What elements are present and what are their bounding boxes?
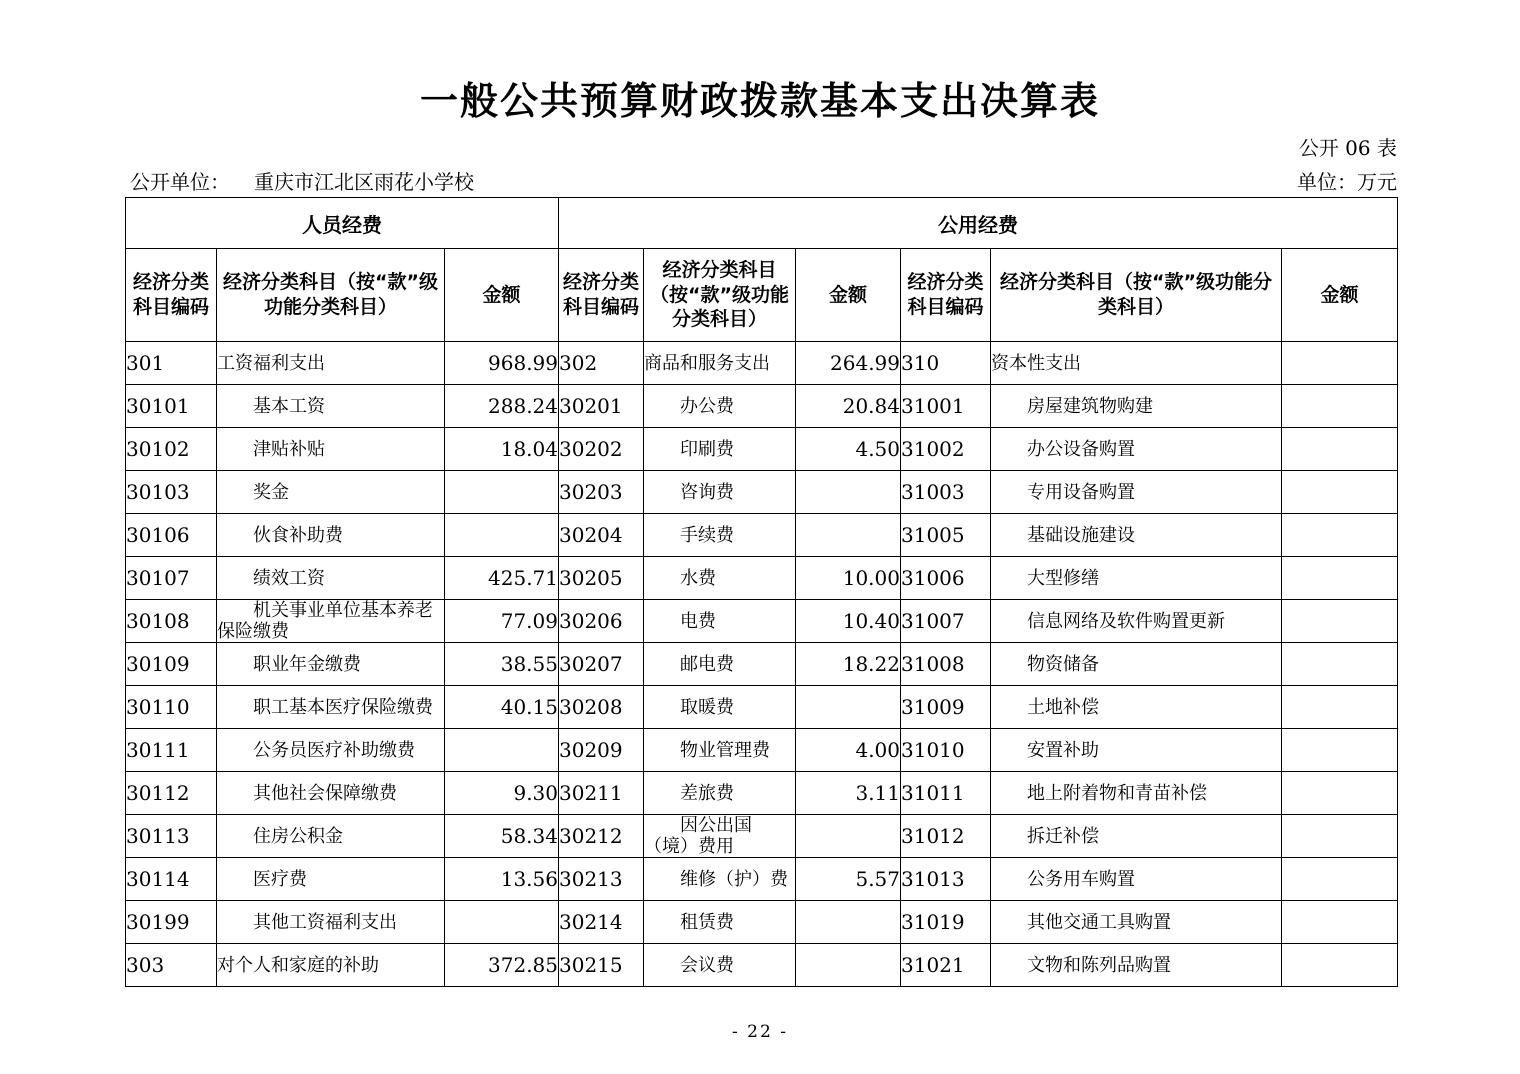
subject-cell: 住房公积金	[217, 815, 445, 858]
amount-cell	[1282, 557, 1398, 600]
basic-expenditure-table	[125, 197, 1398, 987]
section-personnel-funds: 人员经费	[126, 198, 559, 249]
subject-cell: 公务用车购置	[991, 858, 1282, 901]
table-row	[126, 729, 1398, 772]
subject-cell: 基础设施建设	[991, 514, 1282, 557]
subject-cell: 绩效工资	[217, 557, 445, 600]
subject-cell: 伙食补助费	[217, 514, 445, 557]
section-header-row	[126, 198, 1398, 249]
subject-cell: 公务员医疗补助缴费	[217, 729, 445, 772]
economic-code-cell: 30207	[559, 643, 644, 686]
table-row	[126, 385, 1398, 428]
amount-cell: 13.56	[445, 858, 559, 901]
amount-cell	[1282, 729, 1398, 772]
header-economic-code: 经济分类科目编码	[901, 249, 991, 342]
economic-code-cell: 31007	[901, 600, 991, 643]
subject-cell: 商品和服务支出	[644, 342, 796, 385]
amount-cell	[1282, 600, 1398, 643]
publisher-label: 公开单位：	[130, 170, 230, 194]
economic-code-cell: 310	[901, 342, 991, 385]
amount-cell	[1282, 471, 1398, 514]
subject-cell: 其他交通工具购置	[991, 901, 1282, 944]
economic-code-cell: 30211	[559, 772, 644, 815]
table-row	[126, 944, 1398, 987]
economic-code-cell: 30112	[126, 772, 217, 815]
table-row	[126, 557, 1398, 600]
economic-code-cell: 30206	[559, 600, 644, 643]
economic-code-cell: 31008	[901, 643, 991, 686]
economic-code-cell: 31006	[901, 557, 991, 600]
amount-cell	[796, 686, 901, 729]
economic-code-cell: 30108	[126, 600, 217, 643]
table-row	[126, 815, 1398, 858]
subject-cell: 物业管理费	[644, 729, 796, 772]
amount-cell: 372.85	[445, 944, 559, 987]
amount-cell	[445, 729, 559, 772]
amount-cell	[1282, 686, 1398, 729]
economic-code-cell: 30111	[126, 729, 217, 772]
economic-code-cell: 31021	[901, 944, 991, 987]
subject-cell: 拆迁补偿	[991, 815, 1282, 858]
economic-code-cell: 30215	[559, 944, 644, 987]
amount-cell	[796, 471, 901, 514]
economic-code-cell: 301	[126, 342, 217, 385]
economic-code-cell: 31009	[901, 686, 991, 729]
table-row	[126, 342, 1398, 385]
subject-cell: 差旅费	[644, 772, 796, 815]
subject-cell: 租赁费	[644, 901, 796, 944]
amount-cell: 38.55	[445, 643, 559, 686]
header-economic-code: 经济分类科目编码	[126, 249, 217, 342]
table-row	[126, 686, 1398, 729]
economic-code-cell: 302	[559, 342, 644, 385]
subject-cell: 职工基本医疗保险缴费	[217, 686, 445, 729]
amount-cell: 58.34	[445, 815, 559, 858]
economic-code-cell: 30205	[559, 557, 644, 600]
amount-cell: 77.09	[445, 600, 559, 643]
economic-code-cell: 31019	[901, 901, 991, 944]
subject-cell: 办公设备购置	[991, 428, 1282, 471]
amount-cell: 18.22	[796, 643, 901, 686]
header-economic-code: 经济分类科目编码	[559, 249, 644, 342]
economic-code-cell: 31010	[901, 729, 991, 772]
economic-code-cell: 30204	[559, 514, 644, 557]
economic-code-cell: 30201	[559, 385, 644, 428]
subject-cell: 手续费	[644, 514, 796, 557]
economic-code-cell: 31012	[901, 815, 991, 858]
subject-cell: 会议费	[644, 944, 796, 987]
amount-cell	[1282, 944, 1398, 987]
economic-code-cell: 30110	[126, 686, 217, 729]
amount-cell: 18.04	[445, 428, 559, 471]
page-number: - 22 -	[732, 1022, 788, 1042]
amount-cell	[445, 901, 559, 944]
subject-cell: 地上附着物和青苗补偿	[991, 772, 1282, 815]
economic-code-cell: 30101	[126, 385, 217, 428]
subject-cell: 取暖费	[644, 686, 796, 729]
amount-cell	[1282, 643, 1398, 686]
publisher-line	[130, 166, 474, 195]
economic-code-cell: 30106	[126, 514, 217, 557]
subject-cell: 其他社会保障缴费	[217, 772, 445, 815]
header-amount: 金额	[1282, 249, 1398, 342]
amount-cell	[1282, 514, 1398, 557]
subject-cell: 文物和陈列品购置	[991, 944, 1282, 987]
subject-cell: 机关事业单位基本养老保险缴费	[217, 600, 445, 643]
table-row	[126, 471, 1398, 514]
amount-cell: 4.50	[796, 428, 901, 471]
header-amount: 金额	[445, 249, 559, 342]
amount-cell	[1282, 858, 1398, 901]
amount-cell: 10.40	[796, 600, 901, 643]
amount-cell: 10.00	[796, 557, 901, 600]
subject-cell: 其他工资福利支出	[217, 901, 445, 944]
economic-code-cell: 30208	[559, 686, 644, 729]
subject-cell: 安置补助	[991, 729, 1282, 772]
amount-cell	[796, 514, 901, 557]
unit-label: 单位：万元	[1297, 170, 1397, 194]
economic-code-cell: 30113	[126, 815, 217, 858]
subject-cell: 津贴补贴	[217, 428, 445, 471]
subject-cell: 奖金	[217, 471, 445, 514]
header-subject: 经济分类科目（按“款”级功能分类科目）	[991, 249, 1282, 342]
amount-cell: 264.99	[796, 342, 901, 385]
table-row	[126, 643, 1398, 686]
amount-cell	[1282, 901, 1398, 944]
amount-cell	[1282, 428, 1398, 471]
amount-cell	[1282, 385, 1398, 428]
table-row	[126, 901, 1398, 944]
economic-code-cell: 30109	[126, 643, 217, 686]
economic-code-cell: 30214	[559, 901, 644, 944]
amount-cell	[796, 944, 901, 987]
column-header-row	[126, 249, 1398, 342]
header-subject: 经济分类科目（按“款”级功能分类科目）	[644, 249, 796, 342]
table-row	[126, 514, 1398, 557]
amount-cell	[445, 471, 559, 514]
table-row	[126, 858, 1398, 901]
amount-cell	[1282, 815, 1398, 858]
economic-code-cell: 30103	[126, 471, 217, 514]
economic-code-cell: 30212	[559, 815, 644, 858]
subject-cell: 印刷费	[644, 428, 796, 471]
subject-cell: 对个人和家庭的补助	[217, 944, 445, 987]
table-row	[126, 600, 1398, 643]
subject-cell: 水费	[644, 557, 796, 600]
subject-cell: 房屋建筑物购建	[991, 385, 1282, 428]
subject-cell: 办公费	[644, 385, 796, 428]
subject-cell: 物资储备	[991, 643, 1282, 686]
economic-code-cell: 30203	[559, 471, 644, 514]
subject-cell: 邮电费	[644, 643, 796, 686]
economic-code-cell: 31011	[901, 772, 991, 815]
economic-code-cell: 31005	[901, 514, 991, 557]
subject-cell: 电费	[644, 600, 796, 643]
subject-cell: 专用设备购置	[991, 471, 1282, 514]
economic-code-cell: 31003	[901, 471, 991, 514]
page-title: 一般公共预算财政拨款基本支出决算表	[419, 78, 1100, 123]
economic-code-cell: 30202	[559, 428, 644, 471]
amount-cell: 4.00	[796, 729, 901, 772]
subject-cell: 医疗费	[217, 858, 445, 901]
table-number: 公开 06 表	[1298, 136, 1397, 160]
amount-cell: 5.57	[796, 858, 901, 901]
economic-code-cell: 30107	[126, 557, 217, 600]
subject-cell: 维修（护）费	[644, 858, 796, 901]
section-public-funds: 公用经费	[559, 198, 1398, 249]
amount-cell: 425.71	[445, 557, 559, 600]
economic-code-cell: 31002	[901, 428, 991, 471]
subject-cell: 基本工资	[217, 385, 445, 428]
subject-cell: 工资福利支出	[217, 342, 445, 385]
subject-cell: 职业年金缴费	[217, 643, 445, 686]
subject-cell: 土地补偿	[991, 686, 1282, 729]
subject-cell: 信息网络及软件购置更新	[991, 600, 1282, 643]
amount-cell: 288.24	[445, 385, 559, 428]
amount-cell: 968.99	[445, 342, 559, 385]
table-row	[126, 772, 1398, 815]
amount-cell	[796, 815, 901, 858]
amount-cell	[1282, 342, 1398, 385]
amount-cell	[1282, 772, 1398, 815]
header-amount: 金额	[796, 249, 901, 342]
header-subject: 经济分类科目（按“款”级功能分类科目）	[217, 249, 445, 342]
economic-code-cell: 30114	[126, 858, 217, 901]
economic-code-cell: 30213	[559, 858, 644, 901]
table-row	[126, 428, 1398, 471]
economic-code-cell: 30199	[126, 901, 217, 944]
amount-cell	[445, 514, 559, 557]
subject-cell: 因公出国（境）费用	[644, 815, 796, 858]
amount-cell: 40.15	[445, 686, 559, 729]
amount-cell: 3.11	[796, 772, 901, 815]
economic-code-cell: 31001	[901, 385, 991, 428]
subject-cell: 资本性支出	[991, 342, 1282, 385]
amount-cell: 20.84	[796, 385, 901, 428]
economic-code-cell: 303	[126, 944, 217, 987]
subject-cell: 大型修缮	[991, 557, 1282, 600]
economic-code-cell: 31013	[901, 858, 991, 901]
amount-cell	[796, 901, 901, 944]
economic-code-cell: 30209	[559, 729, 644, 772]
subject-cell: 咨询费	[644, 471, 796, 514]
publisher-value: 重庆市江北区雨花小学校	[254, 170, 474, 194]
amount-cell: 9.30	[445, 772, 559, 815]
economic-code-cell: 30102	[126, 428, 217, 471]
